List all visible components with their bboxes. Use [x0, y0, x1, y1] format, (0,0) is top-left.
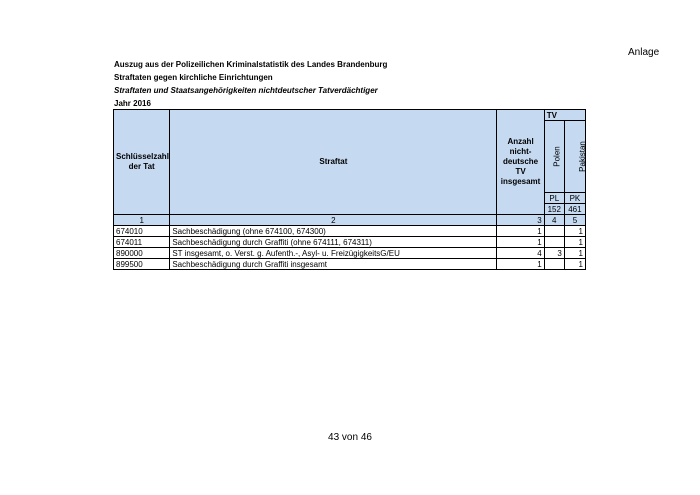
- row-offense: Sachbeschädigung durch Graffiti (ohne 674111, 674311): [170, 237, 497, 248]
- header-country-pakistan: [564, 121, 585, 193]
- row-key: 674010: [114, 226, 170, 237]
- column-number-row: [114, 215, 586, 226]
- row-pk: 1: [564, 237, 585, 248]
- row-key: 899500: [114, 259, 170, 270]
- row-pk: 1: [564, 226, 585, 237]
- annex-label: Anlage: [628, 47, 660, 58]
- header-tv-group: TV: [544, 110, 585, 121]
- header-country-polen: [544, 121, 564, 193]
- table-row: [114, 248, 586, 259]
- row-total: 1: [497, 226, 544, 237]
- report-subtitle: Straftaten gegen kirchliche Einrichtungen: [114, 73, 273, 82]
- row-key: 890000: [114, 248, 170, 259]
- report-description: Straftaten und Staatsangehörigkeiten nichtdeutscher Tatverdächtiger: [114, 86, 378, 95]
- table-row: [114, 259, 586, 270]
- column-number: 1: [114, 215, 170, 226]
- table-row: [114, 226, 586, 237]
- header-key: Schlüsselzahl der Tat: [114, 110, 170, 215]
- row-total: 1: [497, 259, 544, 270]
- country-name-polen: Polen: [552, 146, 562, 167]
- column-number: 3: [497, 215, 544, 226]
- country-id-pk: 461: [564, 204, 585, 215]
- country-code-pk: PK: [564, 193, 585, 204]
- row-pl: [544, 226, 564, 237]
- column-number: 2: [170, 215, 497, 226]
- row-pk: 1: [564, 259, 585, 270]
- country-name-pakistan: Pakistan: [577, 141, 587, 172]
- row-total: 1: [497, 237, 544, 248]
- report-year: Jahr 2016: [114, 99, 151, 108]
- page-number: 43 von 46: [328, 432, 372, 443]
- header-total: Anzahl nicht-deutsche TV insgesamt: [497, 110, 544, 215]
- column-number: 5: [564, 215, 585, 226]
- statistics-table: [113, 109, 586, 270]
- row-offense: ST insgesamt, o. Verst. g. Aufenth.-, Asyl- u. FreizügigkeitsG/EU: [170, 248, 497, 259]
- country-id-pl: 152: [544, 204, 564, 215]
- row-pk: 1: [564, 248, 585, 259]
- header-offense: Straftat: [170, 110, 497, 215]
- column-number: 4: [544, 215, 564, 226]
- row-pl: 3: [544, 248, 564, 259]
- country-code-pl: PL: [544, 193, 564, 204]
- row-total: 4: [497, 248, 544, 259]
- row-pl: [544, 237, 564, 248]
- report-title: Auszug aus der Polizeilichen Kriminalstatistik des Landes Brandenburg: [114, 60, 388, 69]
- row-offense: Sachbeschädigung durch Graffiti insgesamt: [170, 259, 497, 270]
- row-offense: Sachbeschädigung (ohne 674100, 674300): [170, 226, 497, 237]
- row-key: 674011: [114, 237, 170, 248]
- table-row: [114, 237, 586, 248]
- row-pl: [544, 259, 564, 270]
